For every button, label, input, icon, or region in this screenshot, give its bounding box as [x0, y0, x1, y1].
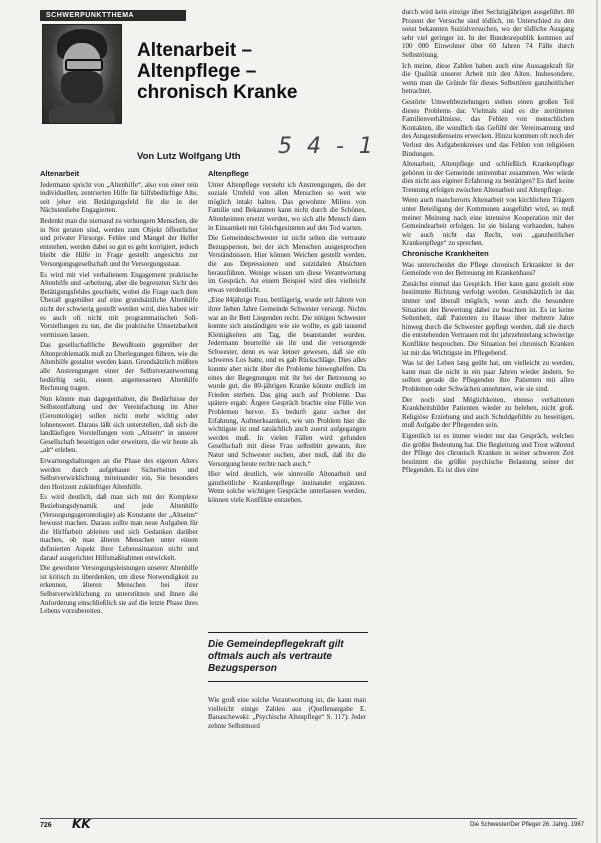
paragraph: Hier wird deutlich, wie sinnvolle Altenarbeit und ganzheitliche Krankenpflege ineinander ergänzen. Wenn solche wichtigen Gespräche unterlassen werden, können viele Konflikte entstehen.: [208, 470, 366, 504]
photo-body: [49, 103, 115, 124]
footer-logo: KK: [72, 817, 91, 831]
paragraph: Nun könnte man dagegenhalten, die Bedürfnisse der Selbstentfaltung und der Vereinfachung im Alter (Gerontologie) sollen nicht mehr wichtig oder lohnenswert. Daraus läßt sich unterstellen, daß sich die landläufigen Vorstellungen vom „Altsein“ in unserer Gesellschaft beseitigen oder erweitern, die wir heute als „alt“ erleben.: [40, 394, 198, 455]
photo-glasses: [65, 59, 103, 71]
paragraph: durch wird kein einzige über Sechzigjährigen ausgeführt. 80 Prozent der Versuche sind tödlich, im Unterschied zu den sonst bekannten Suizidversuchen, wo der tödliche Ausgang sehr viel geringer ist. In der Bundesrepublik kommen auf 100 000 Einwohner über 60 Jahren 74 Fälle durch Selbsttötung.: [402, 8, 574, 59]
column-3: [402, 8, 574, 820]
section-label: SCHWERPUNKTTHEMA: [40, 10, 186, 21]
paragraph: Was ist der Leben lang geübt hat, um vielleicht zu werden, kann man die nicht in ein paar Jahren wieder ändern. So sollten gerade die Pflegenden ihre Patienten mit allen Problemen oder Schwächen annehmen, wie sie sind.: [402, 359, 574, 393]
paragraph: Wie groß eine solche Verantwortung ist, die kann man vielleicht einige Zahlen aus (Quellenangabe E. Banaschewski: „Psychische Altenpflege“ S. 117): Jeder zehnte Selbstmord: [208, 696, 366, 730]
article-title: [137, 40, 337, 103]
heading-chronische-krankheiten: Chronische Krankheiten: [402, 249, 489, 259]
page-number: 726: [40, 822, 52, 829]
paragraph: Die Gemeindeschwester ist nicht selten die vertraute Bezugsperson, bei der sich Menschen ausgesprochen Verständnissen. Hier können Weichen gestellt werden, die aus Depressionen und suizidalen Absichten herausführen. Wenige wissen um diese Verantwortung im Gespräch. An einem Beispiel wird dies vielleicht etwas verdeutlicht.: [208, 234, 366, 294]
column-1: [40, 170, 198, 820]
paragraph: Das gesellschaftliche Bewußtsein gegenüber der Altenproblematik muß zu Überlegungen führen, wie die Altenhilfe gestaltet werden kann. Grundsätzlich müßten alle Anstrengungen einer der Selbstverantwortung bedürftig sein, einem angemessenen Altenhilfe Rechnung tragen.: [40, 341, 198, 393]
title-line-2: Altenpflege –: [137, 61, 257, 82]
handwritten-signature: 5 4 - 1: [278, 134, 377, 159]
heading-altenpflege: Altenpflege: [208, 170, 249, 178]
paragraph: Was unterscheidet die Pflege chronisch Erkrankter in der Gemeinde von der Betreuung im Krankenhaus?: [402, 260, 574, 278]
paragraph: Bedenkt man die niemand zu verhungern Menschen, die in Not geraten sind, werden zum Objekt öffentlicher und privater Fürsorge. Fehler und Mangel der Helfer entstehen, werden dabei so gut es geht korrigiert, jedoch bleibt die Hilfe in Frage gestellt angesichts zur Versorgungsgesellschaft und ihr Versorgungsstaat.: [40, 216, 198, 268]
footer-rule: [40, 818, 577, 819]
paragraph: Erwartungshaltungen an die Phase des eigenen Alters werden durch aufgebaute Sicherheiten und Selbstverwirklichung miteinander ein, Sie besonders den Horizont zukünftiger Altenhilfe.: [40, 457, 198, 491]
paragraph: Es wird mit viel verhaltenem Engagement praktische Altenhilfe und -arbeitung, aber die begrenzten Sicht des Betätigungsfeldes geschieht, wobei die Frage nach dem Überall gegenüber auf eine grundsätzliche Altenhilfe nicht der schwierig gestellt werden wird, dies haben wir es auch oft nicht mit programmatischen Soll-Vorstellungen zu tun, die die praktische Umsetzbarkeit vermissen lassen.: [40, 270, 198, 339]
paragraph: Wenn auch mancherorts Altenarbeit von kirchlichen Trägern unter Beteiligung der Kommunen ausgeführt wird, so muß meiner Meinung nach eine intensive Kooperation mit der Gemeindearbeit erfolgen. Ist sie bislang vorhanden, haben wir auch nicht das Recht, von „ganzheitlicher Krankenpflege“ zu sprechen.: [402, 196, 574, 248]
paragraph: Der noch sind Möglichkeiten, ebenso verhaltenen Krankheitsbilder Patienten wieder zu beleben, nicht groß. Religiöse Erziehung und auch Schuldgefühle zu beseitigen, muß Aufgabe der Pflegenden sein.: [402, 395, 574, 430]
author-photo: [42, 24, 122, 124]
title-line-3: chronisch Kranke: [137, 82, 298, 103]
pull-quote: Die Gemeindepflegekraft gilt oftmals auch als vertraute Bezugsperson: [208, 632, 368, 682]
paragraph: Jedermann spricht von „Altenhilfe“, also von einer rein individuellen, zentrierten Hilfe für hilfsbedürftige Alte, seit jeher ein Betätigungsfeld für die in der Nächstenliebe Engagierten.: [40, 180, 198, 215]
photo-beard: [61, 71, 103, 105]
paragraph: Es wird deutlich, daß man sich mit der Komplexe Beziehungsdynamik und jede Altenhilfe (Versorgungsgerontologie) als Konstante der „Altseins“ bewusst machen. Daraus sollte man neue Aufgaben für die Hirlfarbeit ableiten und sich Gedanken darüber machen, ob man älteren Menschen unter einem definierten Aspekt ihrer Lebenssituation nicht und darauf ausgerichtet Hilfsmaßnahmen entwickelt.: [40, 493, 198, 562]
paragraph: Eigentlich ist es immer wieder nur das Gespräch, welches die größte Bedeutung hat. Die Begleitung und Trost während der Pflege des chronisch Kranken in seiner schweren Zeit bestimmt die größte psychische Belastung seiner der Pflegenden. Es ist dies eine: [402, 431, 574, 475]
paragraph: Zunächst einmal das Gespräch. Hier kann ganz gezielt eine bestimmte Richtung verfolgt werden. Grundsätzlich ist das immer und überall möglich, wenn auch die besondere Situation der Bewertung dabei zu beachten ist. Es ist keine Seltenheit, daß Patienten zu Hause über mehrere Jahre hinweg durch die Schwester gepflegt werden, daß sie durch die entstehenden Vertrauen mit ihr jahrzehntelang schwierige Konflikte besprochen. Die Situation bei chronisch Kranken ist mit das Wichtigste im Pflegeberuf.: [402, 279, 574, 357]
paragraph: „Eine 84jährige Frau, bettlägerig, wurde seit Jahren von ihrer lieben Jahre Gemeinde Schwester versorgt. Nichts war an ihr Bett Liegenden recht. Die nötigen Schwester konnte sich anständigen wie sie wollte, es gab tausend Kleinigkeiten am Tag, die beanstandet wurden. Jedermann beurteilte sie ihr und die versorgende Schwester, denn es war keiner gewesen, daß sie ein schweres Los hatte, und es gab Rückschläge. Dies alles konnte aber nicht über die Probleme hinweghelfen. Da eines der Begegnungen mit ihr bei der Betreuung so wurde gut, die 80-jährigen Kranke könnte endlich im Frieden sterben. Das ging auch auf Probleme. Das spätere ergab: Ärgere Gespräch brachte eine Fülle von Problemen hervor. Es bedurft ganz sicher der Erfahrung, Aufmerksamkeit, wie um Problem hier die wichtigste ist und tatsächlich auch zuerst aufgegangen werden muß. In vielen Fällen wird gefunden Gesellschaft mit diese Frau selbstbitt gewann, ihre Natur und Schwester suchen, aber muß, daß ihr die Versorgung heute rechte nach auch.“: [208, 296, 366, 468]
paragraph: Gestörte Umweltbeziehungen stehen einen großen Teil dieses Problems dar. Vielmals sind es die zerrütteten Familienverhältnisse, das Fehlen von menschlichen Kontakten, die wundlich das Gefühl der Vereinsamung und des Ausgestoßenseins erwecken. Hinzu kommen oft noch der Verlust des Aufgabenkreises und das Fehlen von religiösen Bindungen.: [402, 97, 574, 158]
paragraph: Altenarbeit, Altenpflege und schließlich Krankenpflege gehören in der Gemeinde untrennbar zusammen. Wer würde dies nicht aus eigener Erfahrung zu bestätigen? Es darf keine Trennung erfolgen zwischen Altenarbeit und Altenpflege.: [402, 160, 574, 194]
paragraph: Ich meine, diese Zahlen haben auch eine Aussagekraft für die Qualität unserer Arbeit mit den Alten. Insbesondere, wenn man die Gründe für dieses Selbsttöten ganzheitlicher betrachtet.: [402, 61, 574, 96]
column-2-continued: [208, 696, 366, 820]
title-line-1: Altenarbeit –: [137, 40, 253, 61]
footer-source: Die Schwester/Der Pfleger 26. Jahrg. 1987: [470, 822, 585, 828]
paragraph: Unter Altenpflege versteht ich Anstrengungen, die der soziale Umfeld von allen Menschen so weit wie möglich intakt halten. Das gewohnte Milieu von Familie und Bekannten kann nicht durch die Schönes, Altenheimen ersetzt werden, wo sich alle Mensch dann in Einsamkeit mit Gleichgesinnten auf den Tod warten.: [208, 180, 366, 232]
column-2: [208, 170, 366, 612]
page-edge: [596, 0, 598, 843]
paragraph: Die gewohnte Versorgungsleistungen unserer Altenhilfe ist kritisch zu überdenken, um diese Notwendigkeit zu erkennen, älteren Menschen bei ihrer Selbstverwirklichung zu unterstützen und ihnen die Anforderung einschließlich sie auf die letzte Phase ihres Lebens vorzubereiten.: [40, 564, 198, 616]
heading-altenarbeit: Altenarbeit: [40, 170, 80, 178]
byline: Von Lutz Wolfgang Uth: [137, 151, 241, 162]
